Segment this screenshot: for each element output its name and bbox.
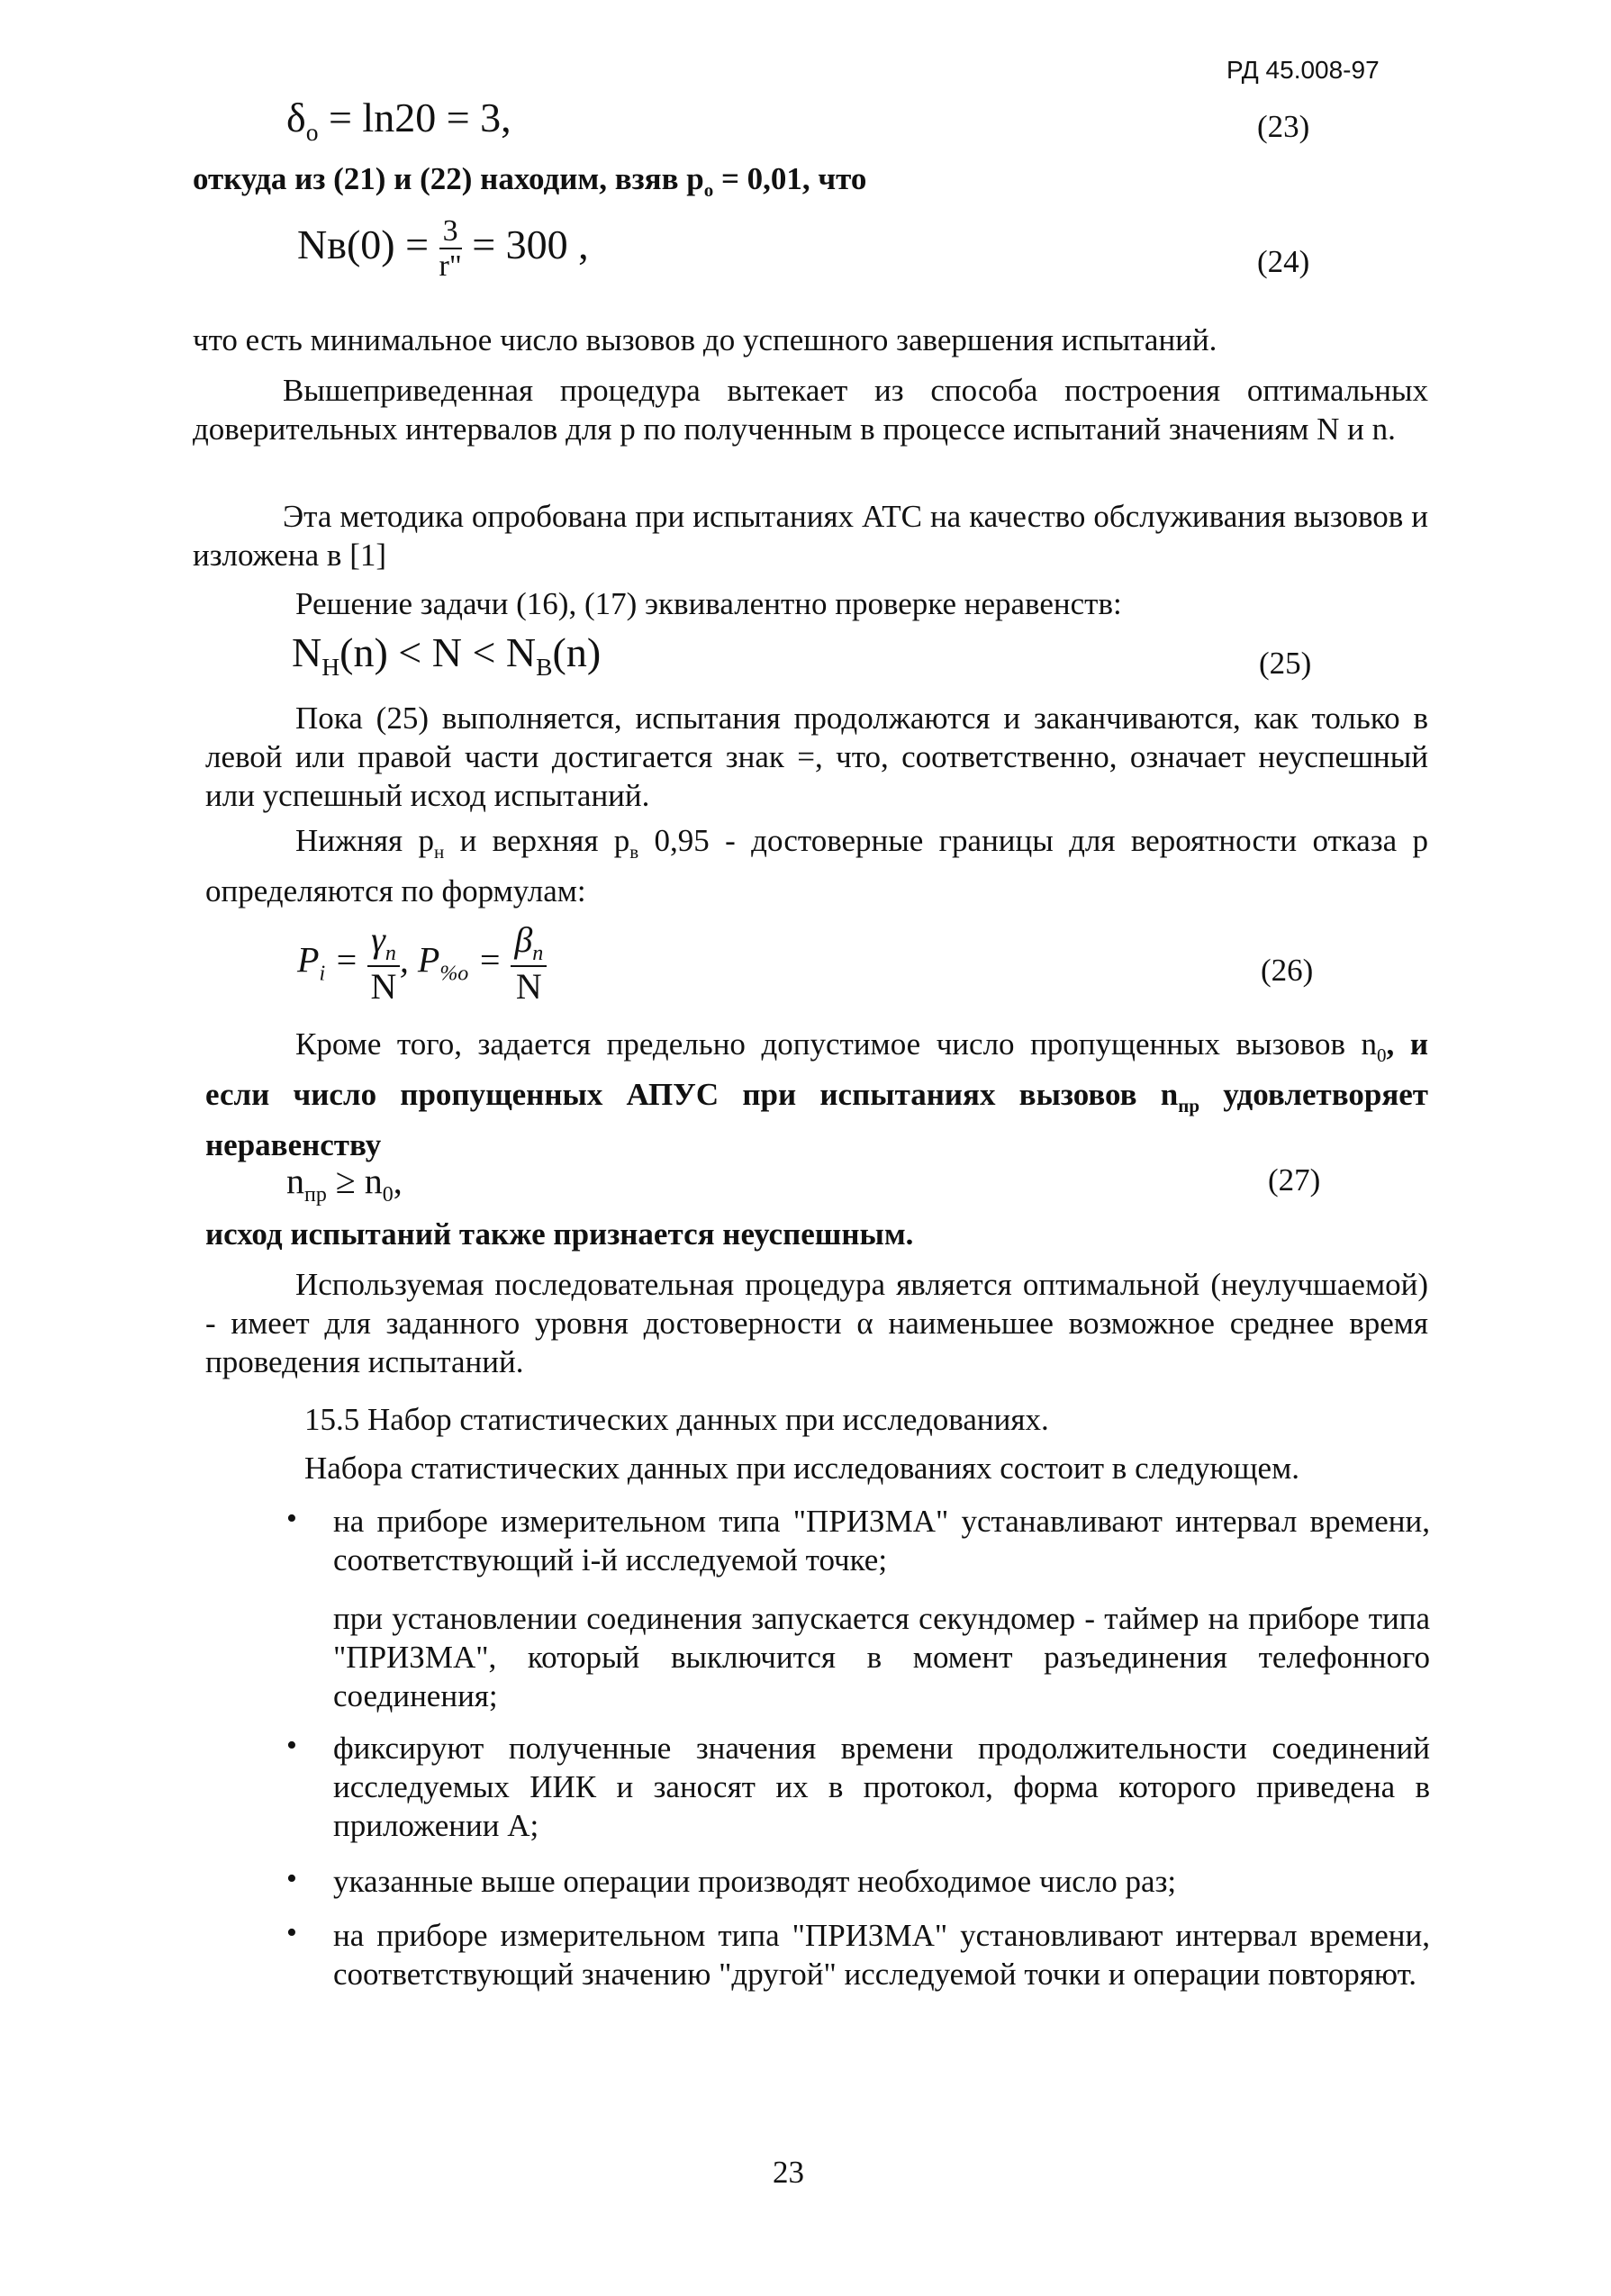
eq25-a1: (n) < N < N [339, 629, 537, 675]
eq23-sub: o [305, 118, 319, 147]
paragraph-9: Используемая последовательная процедура является оптимальной (неулучшаемой) - имеет для заданного уровня достоверности α наименьшее возможное среднее время проведения испытаний. [205, 1267, 1428, 1379]
eq27-c: , [393, 1161, 403, 1201]
eq26-mid: , P [399, 939, 440, 981]
p6-s1: н [433, 841, 445, 863]
paragraph-7 [205, 1025, 1428, 1164]
paragraph-1: что есть минимальное число вызовов до успешного завершения испытаний. [193, 322, 1217, 357]
equation-25 [292, 628, 601, 682]
eq25-s2: B [536, 653, 553, 682]
eq26-num1: γ [371, 919, 385, 960]
eq26-num2sub: n [532, 942, 544, 965]
p7-s1: 0 [1377, 1044, 1387, 1066]
paragraph-3: Эта методика опробована при испытаниях АТС на качество обслуживания вызовов и изложена в [1] [193, 499, 1428, 573]
doc-code: РД 45.008-97 [1226, 56, 1380, 84]
eq26-num2: β [514, 919, 533, 960]
eq27-b: ≥ n [326, 1161, 383, 1201]
line-after-23-tail: = 0,01, что [713, 161, 867, 196]
equation-27 [286, 1160, 403, 1207]
paragraph-10: Набора статистических данных при исследованиях состоит в следующем. [304, 1451, 1299, 1486]
p6-a: Нижняя p [295, 823, 434, 858]
equation-23 [286, 94, 511, 147]
bullet-marker-4: • [286, 1916, 297, 1949]
equation-number-23: (23) [1257, 109, 1310, 144]
equation-26 [297, 920, 547, 1007]
equation-number-26: (26) [1261, 953, 1314, 988]
eq26-num1sub: n [385, 942, 396, 965]
list-item-3: фиксируют полученные значения времени продолжительности соединений исследуемых ИИК и заносят их в протокол, форма которого приведена в приложении А; [333, 1731, 1430, 1843]
eq26-eq2: = [468, 939, 511, 981]
eq26-eq: = [325, 939, 368, 981]
eq24-numerator: 3 [439, 214, 462, 249]
p7-b: , и если число пропущенных АПУС при испытаниях вызовов n [205, 1026, 1428, 1112]
paragraph-4: Решение задачи (16), (17) эквивалентно проверке неравенств: [295, 586, 1122, 621]
p7-s2: пр [1178, 1095, 1200, 1116]
line-after-eq23 [193, 160, 866, 202]
p6-b: и верхняя p [444, 823, 630, 858]
eq26-den1: N [370, 966, 397, 1008]
equation-number-25: (25) [1259, 646, 1312, 681]
list-item-1: на приборе измерительном типа "ПРИЗМА" устанавливают интервал времени, соответствующий i-й исследуемой точке; [333, 1504, 1430, 1577]
eq26-p: P [297, 939, 320, 981]
equation-number-24: (24) [1257, 244, 1310, 279]
paragraph-8: исход испытаний также признается неуспешным. [205, 1216, 914, 1252]
eq25-n1: N [292, 629, 322, 675]
eq24-lhs: Nв(0) = [297, 221, 439, 267]
list-item-5: на приборе измерительном типа "ПРИЗМА" установливают интервал времени, соответствующий значению "другой" исследуемой точки и операции повторяют. [333, 1918, 1430, 1992]
page-number: 23 [773, 2155, 804, 2190]
bullet-marker-1: • [286, 1502, 297, 1535]
p7-a: Кроме того, задается предельно допустимое число пропущенных вызовов n [295, 1026, 1378, 1062]
eq27-a: n [286, 1161, 304, 1201]
eq26-fraction-2 [511, 920, 547, 1007]
equation-number-27: (27) [1268, 1162, 1321, 1198]
p6-c: 0,95 - достоверные границы для вероятности отказа p определяются по формулам: [205, 823, 1428, 908]
paragraph-5: Пока (25) выполняется, испытания продолжаются и заканчиваются, как только в левой или правой части достигается знак =, что, соответственно, означает неуспешный или успешный исход испытаний. [205, 701, 1428, 813]
eq23-lhs: δ [286, 95, 306, 140]
eq24-fraction [439, 214, 462, 284]
eq25-s1: H [321, 653, 340, 682]
eq23-rhs: = ln20 = 3, [318, 95, 511, 140]
bullet-marker-2: • [286, 1729, 297, 1762]
p7-c: удовлетворяет неравенству [205, 1077, 1428, 1162]
bullet-marker-3: • [286, 1862, 297, 1895]
eq27-s2: 0 [382, 1183, 394, 1207]
list-item-4: указанные выше операции производят необходимое число раз; [333, 1864, 1177, 1899]
eq26-fraction-1 [367, 920, 400, 1007]
list-item-2: при установлении соединения запускается секундомер - таймер на приборе типа "ПРИЗМА", который выключится в момент разъединения телефонного соединения; [333, 1601, 1430, 1713]
paragraph-6 [205, 821, 1428, 910]
p6-s2: в [629, 841, 639, 863]
paragraph-2: Вышеприведенная процедура вытекает из способа построения оптимальных доверительных интервалов для p по полученным в процессе испытаний значениям N и n. [193, 373, 1428, 447]
eq26-num2-wrap [511, 920, 547, 967]
eq25-a2: (n) [552, 629, 602, 675]
eq26-den2: N [515, 966, 542, 1008]
equation-24 [297, 214, 589, 284]
eq24-denominator: r" [439, 249, 462, 284]
eq26-num1-wrap [367, 920, 400, 967]
eq26-midsub: %o [439, 962, 469, 986]
line-after-23-main: откуда из (21) и (22) находим, взяв p [193, 161, 704, 196]
eq24-rhs: = 300 , [461, 221, 589, 267]
line-after-23-sub: o [703, 179, 714, 201]
eq26-psub: i [319, 962, 326, 986]
section-heading: 15.5 Набор статистических данных при исследованиях. [304, 1402, 1049, 1437]
eq27-s1: пр [304, 1183, 327, 1207]
